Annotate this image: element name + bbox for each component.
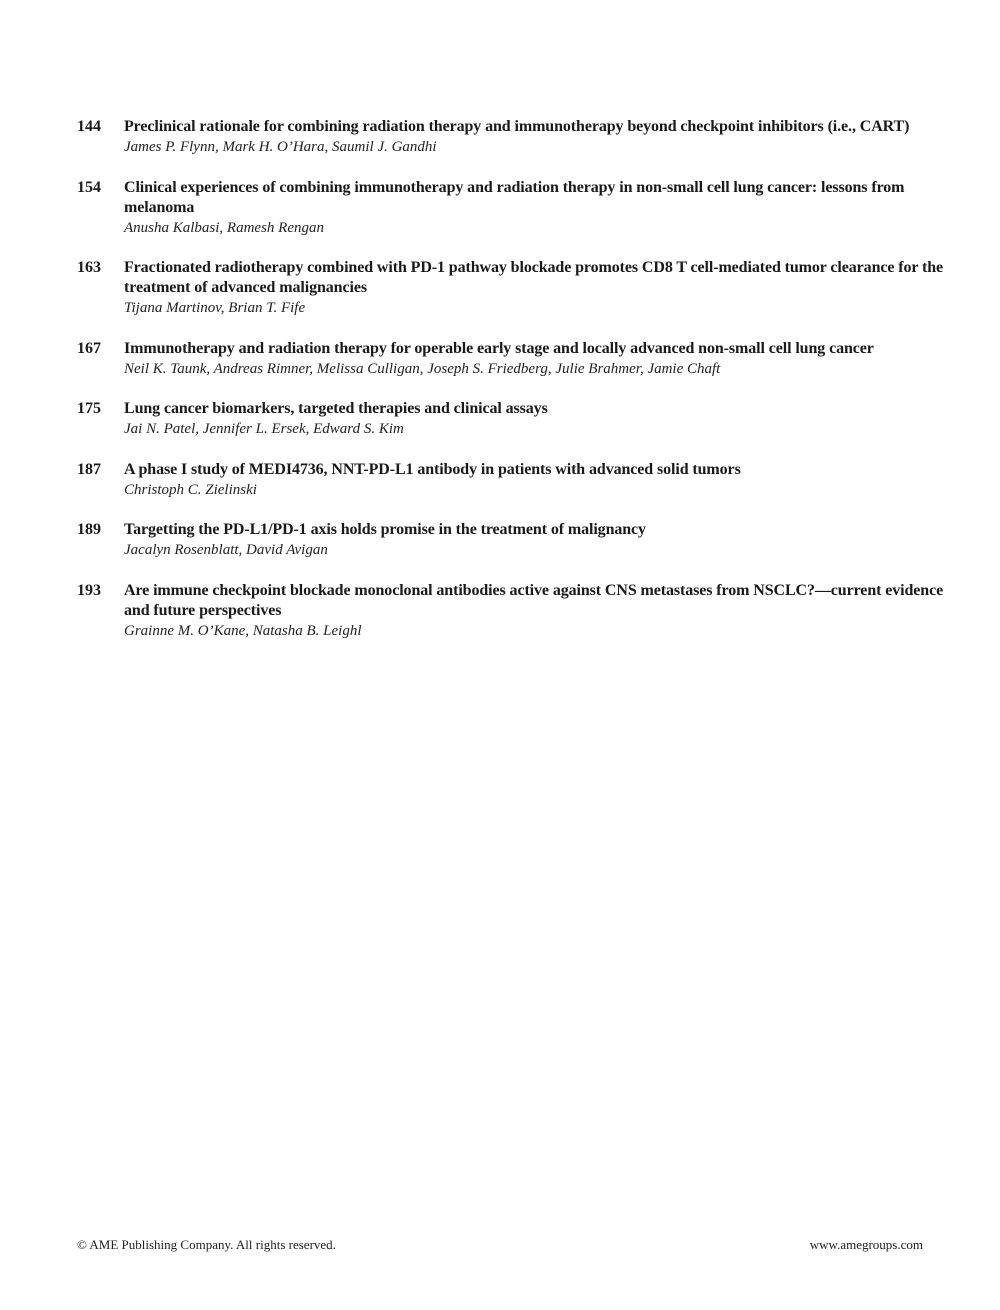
page-number: 163 xyxy=(77,259,101,276)
article-authors: Tijana Martinov, Brian T. Fife xyxy=(124,300,306,316)
entry-body xyxy=(124,258,947,318)
page-number: 193 xyxy=(77,581,101,599)
copyright-notice: © AME Publishing Company. All rights reserved. xyxy=(77,1237,336,1252)
article-title[interactable]: Lung cancer biomarkers, targeted therapies and clinical assays xyxy=(124,400,548,417)
article-authors: James P. Flynn, Mark H. O’Hara, Saumil J. Gandhi xyxy=(124,139,437,155)
entry-body xyxy=(124,399,947,439)
article-title[interactable]: Clinical experiences of combining immunotherapy and radiation therapy in non-small cell lung cancer: lessons from melanoma xyxy=(124,178,905,216)
page-number: 144 xyxy=(77,118,101,135)
article-title[interactable]: Immunotherapy and radiation therapy for operable early stage and locally advanced non-small cell lung cancer xyxy=(124,339,874,357)
article-title[interactable]: Targetting the PD-L1/PD-1 axis holds promise in the treatment of malignancy xyxy=(124,521,646,538)
page-number: 167 xyxy=(77,339,101,357)
toc-entry[interactable] xyxy=(77,258,947,318)
website-link[interactable]: www.amegroups.com xyxy=(809,1237,923,1252)
article-authors: Christoph C. Zielinski xyxy=(124,481,257,498)
toc-entry[interactable] xyxy=(77,581,947,641)
toc-entry[interactable] xyxy=(77,460,947,500)
page-number: 154 xyxy=(77,178,101,196)
entry-body xyxy=(124,581,947,641)
article-title[interactable]: Preclinical rationale for combining radiation therapy and immunotherapy beyond checkpoint inhibitors (i.e., CART) xyxy=(124,118,910,135)
toc-entry[interactable] xyxy=(77,520,947,560)
toc-entry[interactable] xyxy=(77,178,947,238)
article-authors: Jai N. Patel, Jennifer L. Ersek, Edward S. Kim xyxy=(124,421,404,437)
article-title[interactable]: A phase I study of MEDI4736, NNT-PD-L1 antibody in patients with advanced solid tumors xyxy=(124,460,741,478)
article-authors: Anusha Kalbasi, Ramesh Rengan xyxy=(124,219,324,236)
page-number: 189 xyxy=(77,521,101,538)
article-title[interactable]: Are immune checkpoint blockade monoclonal antibodies active against CNS metastases from NSCLC?—current evidence and future perspectives xyxy=(124,581,944,619)
entry-body xyxy=(124,339,947,379)
page-number: 187 xyxy=(77,460,101,478)
table-of-contents xyxy=(77,117,947,661)
entry-body xyxy=(124,117,947,157)
entry-body xyxy=(124,460,947,500)
page-number: 175 xyxy=(77,400,101,417)
toc-entry[interactable] xyxy=(77,339,947,379)
entry-body xyxy=(124,178,947,238)
toc-entry[interactable] xyxy=(77,117,947,157)
toc-entry[interactable] xyxy=(77,399,947,439)
article-title[interactable]: Fractionated radiotherapy combined with PD-1 pathway blockade promotes CD8 T cell-mediated tumor clearance for the treatment of advanced malignancies xyxy=(124,259,944,296)
article-authors: Grainne M. O’Kane, Natasha B. Leighl xyxy=(124,622,362,639)
article-authors: Neil K. Taunk, Andreas Rimner, Melissa Culligan, Joseph S. Friedberg, Julie Brahmer, Jamie Chaft xyxy=(124,360,721,377)
article-authors: Jacalyn Rosenblatt, David Avigan xyxy=(124,542,328,558)
entry-body xyxy=(124,520,947,560)
